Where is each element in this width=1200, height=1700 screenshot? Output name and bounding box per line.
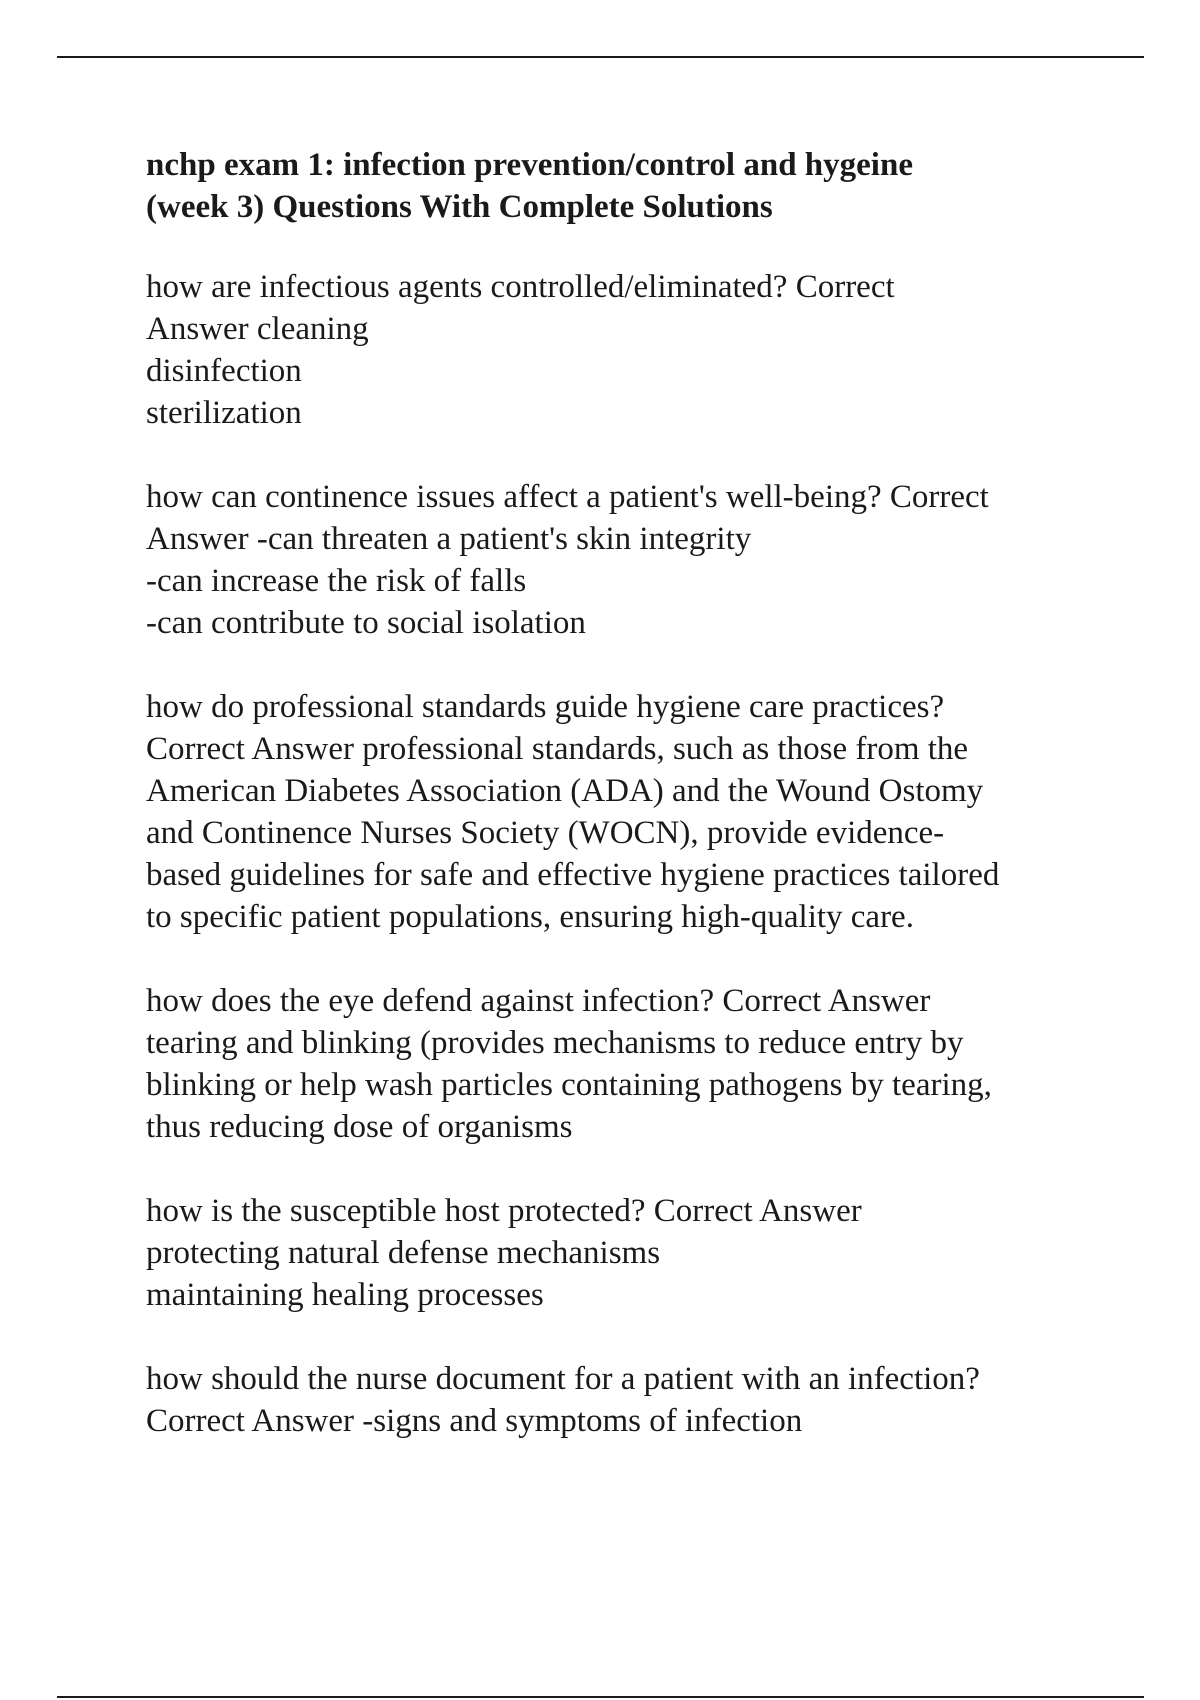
bottom-rule [57, 1696, 1144, 1698]
qa-entry-infectious-agents: how are infectious agents controlled/eliminated? Correct Answer cleaning disinfection sterilization [146, 269, 895, 431]
qa-list [146, 266, 1096, 1442]
document-body [146, 144, 1096, 1484]
qa-entry-professional-standards: how do professional standards guide hygiene care practices? Correct Answer professional standards, such as those from the American Diabetes Association (ADA) and the Wound Ostomy and Continence Nurses Society (WOCN), provide evidence- based guidelines for safe and effective hygiene practices tailored to specific patient populations, ensuring high-quality care. [146, 689, 1000, 935]
document-title: nchp exam 1: infection prevention/control and hygeine (week 3) Questions With Complete Solutions [146, 147, 913, 225]
qa-entry-continence-issues: how can continence issues affect a patient's well-being? Correct Answer -can threaten a patient's skin integrity -can increase the risk of falls -can contribute to social isolation [146, 479, 989, 641]
qa-entry-nurse-documentation: how should the nurse document for a patient with an infection? Correct Answer -signs and symptoms of infection [146, 1361, 980, 1439]
qa-entry-susceptible-host: how is the susceptible host protected? Correct Answer protecting natural defense mechanisms maintaining healing processes [146, 1193, 862, 1313]
qa-entry-eye-defense: how does the eye defend against infection? Correct Answer tearing and blinking (provides mechanisms to reduce entry by blinking or help wash particles containing pathogens by tearing, thus reducing dose of organisms [146, 983, 992, 1145]
top-rule [57, 56, 1144, 58]
